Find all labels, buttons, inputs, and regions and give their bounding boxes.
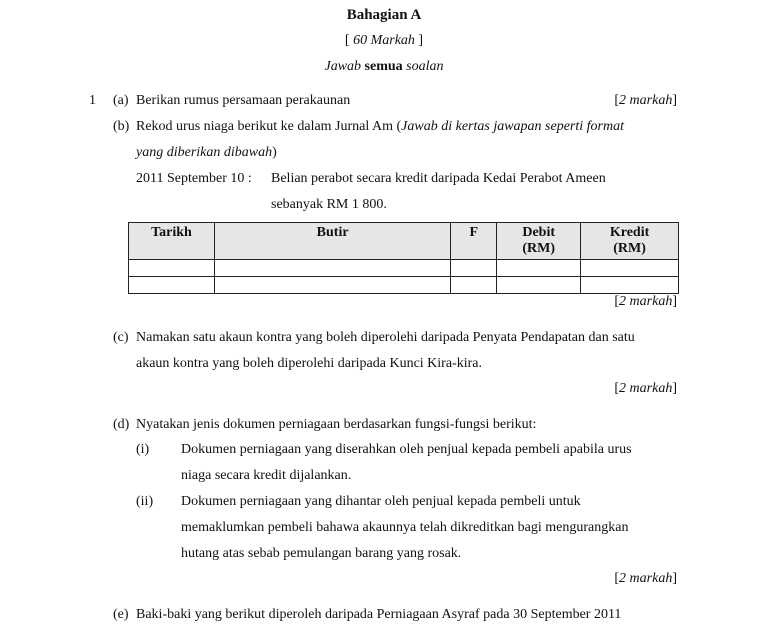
part-d-marks: [2 markah] [614,571,677,586]
part-d-ii-label: (ii) [136,494,154,509]
table-row [129,277,679,294]
part-d-label: (d) [113,417,130,432]
part-a-label: (a) [113,93,129,108]
part-d-ii-line3: hutang atas sebab pemulangan barang yang rosak. [181,546,462,561]
table-cell [129,277,215,294]
part-d-ii-line2: memaklumkan pembeli bahawa akaunnya telah dikreditkan bagi mengurangkan [181,520,629,535]
transaction-date: 2011 September 10 : [136,171,252,186]
table-cell [497,277,581,294]
part-d-text: Nyatakan jenis dokumen perniagaan berdasarkan fungsi-fungsi berikut: [136,417,537,432]
marks-total: [ 60 Markah ] [344,33,424,48]
part-c-marks: [2 markah] [614,381,677,396]
journal-table [128,222,679,294]
col-header-kredit: Kredit (RM) [581,223,679,260]
col-header-debit: Debit (RM) [497,223,581,260]
table-cell [214,277,450,294]
part-c-line1: Namakan satu akaun kontra yang boleh diperolehi daripada Penyata Pendapatan dan satu [136,330,635,345]
part-c-label: (c) [113,330,129,345]
part-a-marks: [2 markah] [614,93,677,108]
section-title: Bahagian A [346,7,422,23]
part-e-label: (e) [113,607,129,622]
journal-header-row [129,223,679,260]
table-cell [214,260,450,277]
table-row [129,260,679,277]
col-header-folio: F [451,223,497,260]
part-b-text-line2: yang diberikan dibawah) [136,145,277,160]
instruction: Jawab semua soalan [324,59,444,74]
part-d-ii-line1: Dokumen perniagaan yang dihantar oleh penjual kepada pembeli untuk [181,494,581,509]
part-e-text: Baki-baki yang berikut diperoleh daripada Perniagaan Asyraf pada 30 September 2011 [136,607,622,622]
part-a-text: Berikan rumus persamaan perakaunan [136,93,351,108]
table-cell [497,260,581,277]
col-header-butir: Butir [214,223,450,260]
part-d-i-line1: Dokumen perniagaan yang diserahkan oleh penjual kepada pembeli apabila urus [181,442,632,457]
table-cell [451,277,497,294]
transaction-line1: Belian perabot secara kredit daripada Kedai Perabot Ameen [271,171,606,186]
part-c-line2: akaun kontra yang boleh diperolehi daripada Kunci Kira-kira. [136,356,482,371]
part-d-i-label: (i) [136,442,150,457]
part-b-marks: [2 markah] [614,294,677,309]
transaction-line2: sebanyak RM 1 800. [271,197,387,212]
col-header-tarikh: Tarikh [129,223,215,260]
part-b-text-line1: Rekod urus niaga berikut ke dalam Jurnal Am (Jawab di kertas jawapan seperti format [136,119,624,134]
part-b-label: (b) [113,119,130,134]
table-cell [581,260,679,277]
question-number: 1 [89,93,96,108]
table-cell [451,260,497,277]
table-cell [581,277,679,294]
part-d-i-line2: niaga secara kredit dijalankan. [181,468,352,483]
table-cell [129,260,215,277]
